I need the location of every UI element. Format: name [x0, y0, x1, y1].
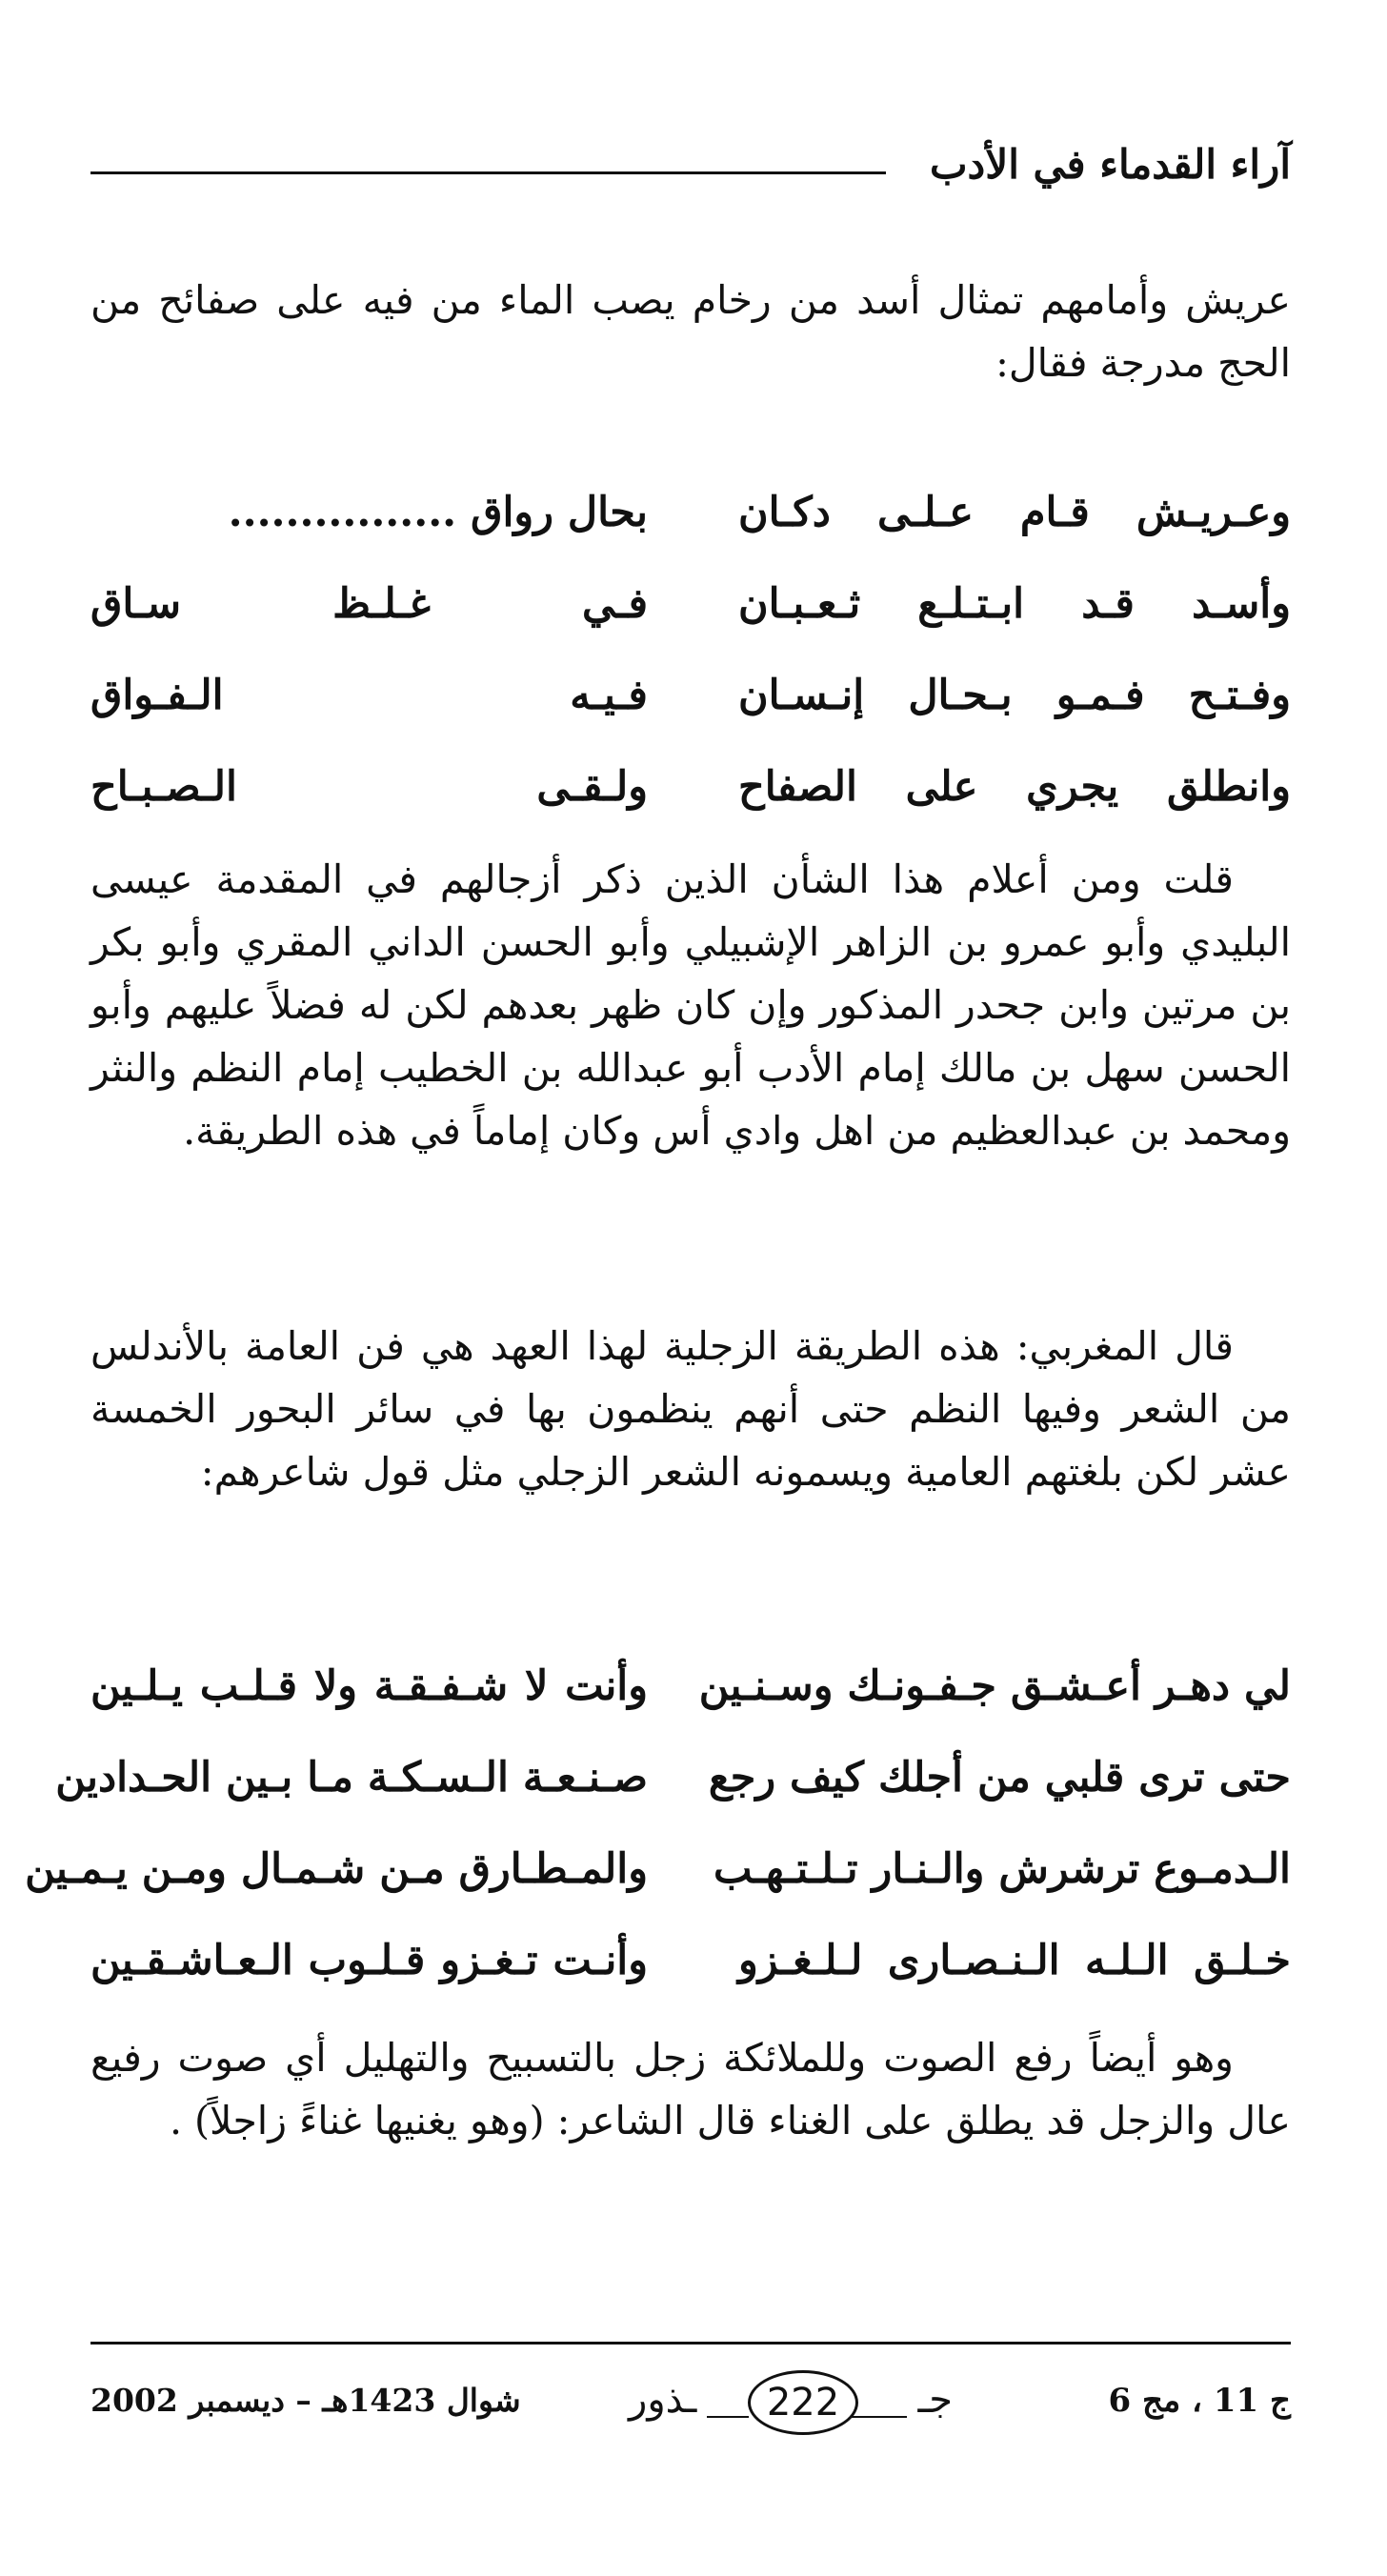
- magazine-name-end: ـذور: [629, 2378, 697, 2422]
- paragraph-poets: [90, 848, 1291, 1162]
- magazine-logo: [629, 2368, 953, 2445]
- issue-date: شوال 1423هـ – ديسمبر 2002: [90, 2382, 521, 2419]
- verse-second-hemistich: ولـقـى الـصـبـاح: [90, 763, 648, 811]
- verse-block-1: [90, 481, 1291, 847]
- verse-second-hemistich: فـي غـلـظ سـاق: [90, 580, 648, 628]
- verse-line: [90, 1655, 1291, 1746]
- paragraph-maghribi: [90, 1315, 1291, 1503]
- verse-line: [90, 1929, 1291, 2021]
- logo-rule: [707, 2416, 749, 2418]
- verse-line: [55, 1746, 1291, 1838]
- verse-second-hemistich: والمـطـارق مـن شـمـال ومـن يـمـين: [25, 1845, 648, 1893]
- verse-second-hemistich: صـنـعـة الـسـكـة مـا بـين الحـدادين: [55, 1754, 648, 1801]
- paragraph-text: وهو أيضاً رفع الصوت وللملائكة زجل بالتسبيح والتهليل أي صوت رفيع عال والزجل قد يطلق على الغناء قال الشاعر: (وهو يغنيها غناءً زاجلاً) .: [90, 2035, 1291, 2143]
- verse-first-hemistich: وفـتـح فـمـو بـحـال إنـسـان: [738, 672, 1291, 719]
- paragraph-zajal: [90, 2026, 1291, 2152]
- paragraph-intro: [90, 269, 1291, 394]
- verse-second-hemistich: وأنت لا شـفـقـة ولا قـلـب يـلـين: [90, 1662, 648, 1710]
- verse-first-hemistich: الـدمـوع ترشرش والـنـار تـلـتـهـب: [713, 1845, 1291, 1893]
- paragraph-text: عريش وأمامهم تمثال أسد من رخام يصب الماء من فيه على صفائح من الحج مدرجة فقال:: [90, 277, 1291, 386]
- verse-second-hemistich: بحال رواق ................: [228, 489, 648, 536]
- magazine-name-start: جـ: [917, 2378, 953, 2422]
- verse-line: [90, 573, 1291, 664]
- paragraph-text: قلت ومن أعلام هذا الشأن الذين ذكر أزجالهم في المقدمة عيسى البليدي وأبو عمرو بن الزاهر الإشبيلي وأبو الحسن الداني المقري وأبو بكر بن مرتين وابن جحدر المذكور وإن كان ظهر بعدهم لكن له فضلاً عليهم وأبو الحسن سهل بن مالك إمام الأدب أبو عبدالله بن الخطيب إمام النظم والنثر ومحمد بن عبدالعظيم من اهل وادي أس وكان إماماً في هذه الطريقة.: [90, 856, 1291, 1154]
- verse-line: [90, 481, 1291, 573]
- verse-first-hemistich: وأسـد قـد ابـتـلـع ثـعـبـان: [738, 580, 1291, 628]
- running-header: [90, 133, 1291, 191]
- page-title: آراء القدماء في الأدب: [930, 141, 1291, 188]
- verse-block-2: [25, 1655, 1291, 2021]
- verse-first-hemistich: حتى ترى قلبي من أجلك كيف رجع: [708, 1754, 1291, 1801]
- volume-issue: ج 11 ، مج 6: [1108, 2382, 1291, 2420]
- page-number: 222: [748, 2370, 858, 2435]
- verse-first-hemistich: لي دهـر أعـشـق جـفـونـك وسـنـين: [698, 1662, 1291, 1710]
- verse-first-hemistich: وانطلق يجري على الصفاح: [738, 763, 1291, 811]
- verse-line: [90, 755, 1291, 847]
- verse-first-hemistich: وعـريـش قـام عـلـى دكـان: [738, 489, 1291, 536]
- paragraph-text: قال المغربي: هذه الطريقة الزجلية لهذا العهد هي فن العامة بالأندلس من الشعر وفيها النظم حتى أنهم ينظمون بها في سائر البحور الخمسة عشر لكن بلغتهم العامية ويسمونه الشعر الزجلي مثل قول شاعرهم:: [90, 1323, 1291, 1495]
- footer-rule: [90, 2342, 1291, 2345]
- verse-line: [90, 664, 1291, 755]
- header-rule: [90, 171, 886, 174]
- verse-second-hemistich: فـيـه الـفـواق: [90, 672, 648, 719]
- page-footer: [90, 2363, 1291, 2448]
- verse-first-hemistich: خـلـق الـلـه الـنـصـارى لـلـغـزو: [738, 1937, 1291, 1984]
- verse-second-hemistich: وأنـت تـغـزو قـلـوب الـعـاشـقـين: [90, 1937, 648, 1984]
- verse-line: [25, 1838, 1291, 1929]
